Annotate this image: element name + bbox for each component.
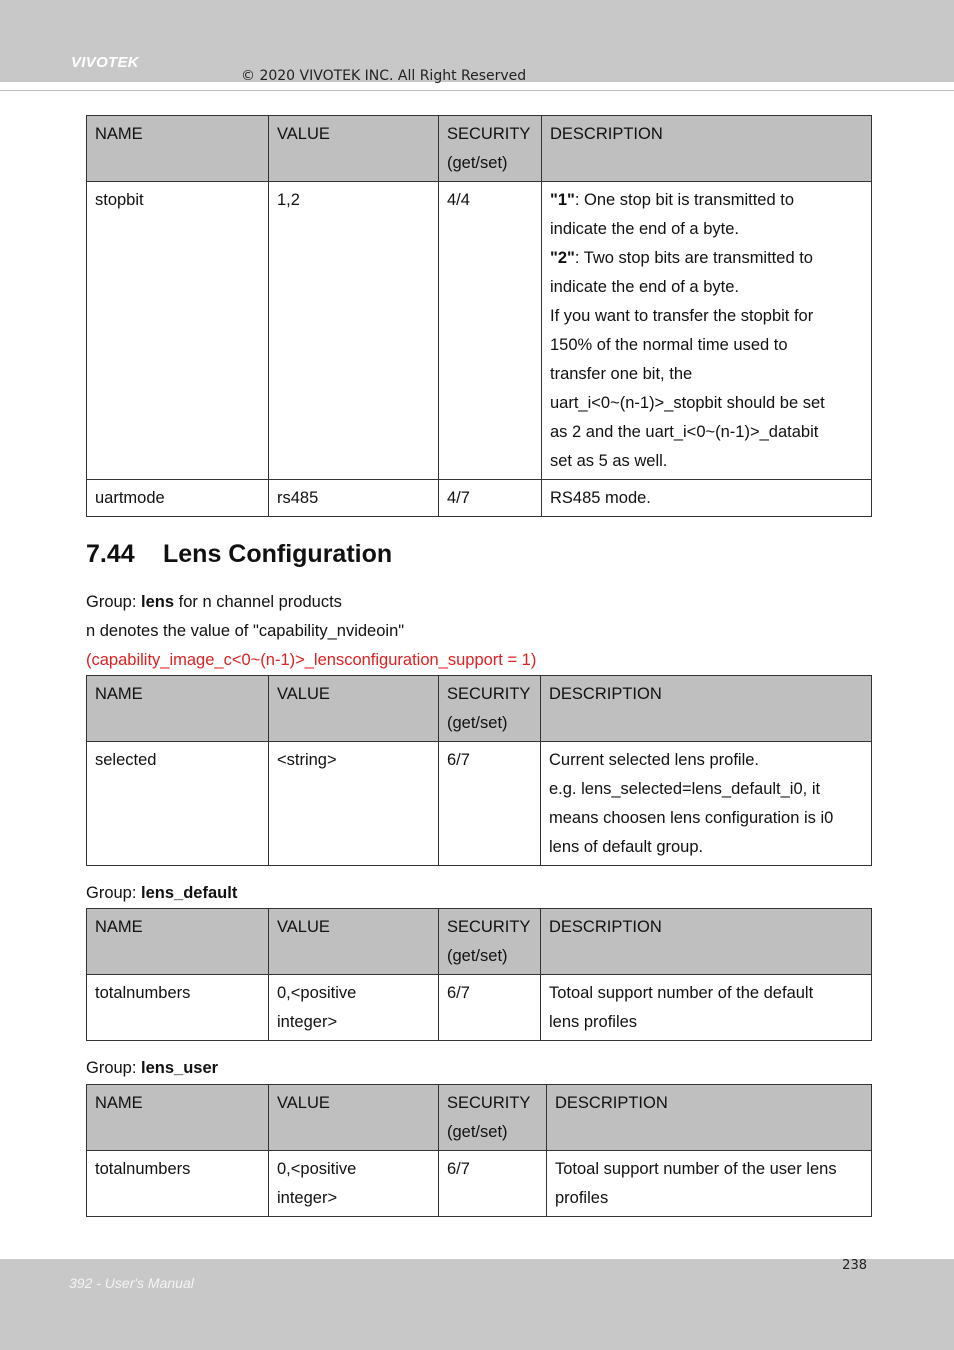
col-header-description: DESCRIPTION	[541, 909, 872, 975]
col-header-security	[439, 116, 542, 182]
table-row	[87, 975, 872, 1041]
desc-line: indicate the end of a byte.	[550, 278, 739, 296]
page-number: 238	[842, 1258, 867, 1273]
cell-description	[542, 182, 872, 480]
note-line: n denotes the value of "capability_nvideoin"	[86, 622, 405, 640]
value-line: integer>	[277, 1189, 338, 1207]
value-line: 0,<positive	[277, 1160, 357, 1178]
col-header-security	[439, 676, 541, 742]
manual-page-label: 392 - User's Manual	[69, 1275, 194, 1291]
security-label: SECURITY	[447, 125, 531, 143]
lens-parameter-table	[86, 675, 872, 866]
desc-line: as 2 and the uart_i<0~(n-1)>_databit	[550, 423, 819, 441]
col-header-description: DESCRIPTION	[541, 676, 872, 742]
table-row	[87, 1151, 872, 1217]
cell-security: 6/7	[439, 742, 541, 866]
cell-name: uartmode	[87, 480, 269, 517]
desc-text: : Two stop bits are transmitted to	[574, 249, 813, 267]
section-title-text: Lens Configuration	[163, 540, 393, 568]
security-sub-label: (get/set)	[447, 1123, 508, 1141]
desc-line: If you want to transfer the stopbit for	[550, 307, 814, 325]
cell-security: 6/7	[439, 1151, 547, 1217]
cell-security: 6/7	[439, 975, 541, 1041]
group-prefix: Group:	[86, 1059, 142, 1077]
desc-line: set as 5 as well.	[550, 452, 668, 470]
cell-name: totalnumbers	[87, 1151, 269, 1217]
group-suffix: for n channel products	[174, 593, 342, 611]
cell-description	[541, 742, 872, 866]
cell-value: rs485	[269, 480, 439, 517]
cell-value	[269, 1151, 439, 1217]
security-sub-label: (get/set)	[447, 154, 508, 172]
section-heading	[86, 540, 392, 569]
cell-value	[269, 975, 439, 1041]
desc-line	[550, 244, 863, 273]
table-header-row	[87, 1085, 872, 1151]
cell-name: totalnumbers	[87, 975, 269, 1041]
desc-line: lens of default group.	[549, 838, 704, 856]
cell-value: <string>	[269, 742, 439, 866]
header-divider	[0, 90, 954, 91]
col-header-value: VALUE	[269, 676, 439, 742]
desc-line: lens profiles	[549, 1013, 638, 1031]
desc-line: 150% of the normal time used to	[550, 336, 788, 354]
desc-line: uart_i<0~(n-1)>_stopbit should be set	[550, 394, 825, 412]
col-header-name: NAME	[87, 676, 269, 742]
desc-line: Totoal support number of the user lens	[555, 1160, 837, 1178]
group-name: lens_default	[141, 884, 238, 902]
value-line: 0,<positive	[277, 984, 357, 1002]
table-row	[87, 480, 872, 517]
desc-bold-value: "2"	[550, 249, 575, 267]
cell-security: 4/4	[439, 182, 542, 480]
col-header-name: NAME	[87, 1085, 269, 1151]
condition-line: (capability_image_c<0~(n-1)>_lensconfiguration_support = 1)	[86, 651, 537, 669]
lens-default-table	[86, 908, 872, 1041]
col-header-name: NAME	[87, 116, 269, 182]
col-header-value: VALUE	[269, 116, 439, 182]
desc-line	[550, 186, 863, 215]
cell-security: 4/7	[439, 480, 542, 517]
col-header-description: DESCRIPTION	[542, 116, 872, 182]
col-header-value: VALUE	[269, 1085, 439, 1151]
group-name: lens_user	[141, 1059, 219, 1077]
group-line	[86, 588, 342, 617]
table-header-row	[87, 116, 872, 182]
group-prefix: Group:	[86, 884, 142, 902]
desc-line: profiles	[555, 1189, 609, 1207]
desc-bold-value: "1"	[550, 191, 575, 209]
group-name: lens	[141, 593, 175, 611]
cell-name: selected	[87, 742, 269, 866]
security-sub-label: (get/set)	[447, 947, 508, 965]
cell-description	[541, 975, 872, 1041]
table-header-row	[87, 676, 872, 742]
table-row	[87, 742, 872, 866]
security-label: SECURITY	[447, 685, 531, 703]
table-row	[87, 182, 872, 480]
col-header-name: NAME	[87, 909, 269, 975]
cell-value: 1,2	[269, 182, 439, 480]
desc-text: : One stop bit is transmitted to	[574, 191, 795, 209]
desc-line: e.g. lens_selected=lens_default_i0, it	[549, 780, 821, 798]
table-header-row	[87, 909, 872, 975]
brand-logo: VIVOTEK	[71, 54, 139, 71]
copyright-text: © 2020 VIVOTEK INC. All Right Reserved	[241, 68, 527, 84]
uart-parameter-table	[86, 115, 872, 517]
cell-description: RS485 mode.	[542, 480, 872, 517]
section-number: 7.44	[86, 540, 135, 568]
col-header-description: DESCRIPTION	[547, 1085, 872, 1151]
security-sub-label: (get/set)	[447, 714, 508, 732]
cell-name: stopbit	[87, 182, 269, 480]
desc-line: Current selected lens profile.	[549, 751, 760, 769]
group-prefix: Group:	[86, 593, 142, 611]
security-label: SECURITY	[447, 1094, 531, 1112]
desc-line: transfer one bit, the	[550, 365, 693, 383]
desc-line: Totoal support number of the default	[549, 984, 814, 1002]
lens-user-table	[86, 1084, 872, 1217]
security-label: SECURITY	[447, 918, 531, 936]
value-line: integer>	[277, 1013, 338, 1031]
col-header-value: VALUE	[269, 909, 439, 975]
cell-description	[547, 1151, 872, 1217]
page-footer	[0, 1259, 954, 1350]
group-line	[86, 1054, 218, 1083]
group-line	[86, 879, 237, 908]
col-header-security	[439, 909, 541, 975]
desc-line: indicate the end of a byte.	[550, 220, 739, 238]
col-header-security	[439, 1085, 547, 1151]
desc-line: means choosen lens configuration is i0	[549, 809, 834, 827]
